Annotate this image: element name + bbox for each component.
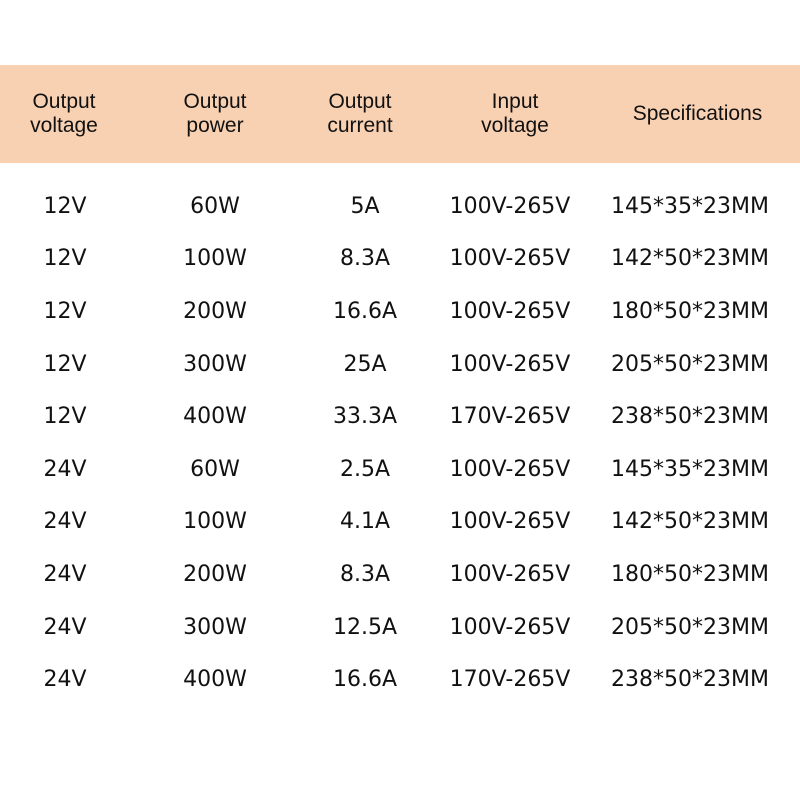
cell-input-voltage: 100V-265V bbox=[449, 351, 571, 377]
cell-output-power: 300W bbox=[183, 614, 247, 640]
cell-output-power: 300W bbox=[183, 351, 247, 377]
cell-output-power: 60W bbox=[190, 193, 240, 219]
table-row bbox=[0, 285, 800, 338]
cell-output-current: 33.3A bbox=[332, 404, 398, 430]
cell-input-voltage: 100V-265V bbox=[449, 509, 571, 535]
cell-specifications: 180*50*23MM bbox=[611, 561, 769, 587]
table-row bbox=[0, 338, 800, 391]
cell-output-voltage: 12V bbox=[43, 298, 87, 324]
cell-output-voltage: 24V bbox=[43, 667, 87, 693]
cell-output-current: 25A bbox=[343, 351, 387, 377]
header-line: voltage bbox=[481, 114, 549, 137]
table-body bbox=[0, 180, 800, 706]
cell-output-current: 2.5A bbox=[339, 456, 391, 482]
cell-specifications: 145*35*23MM bbox=[611, 456, 769, 482]
cell-output-power: 100W bbox=[183, 246, 247, 272]
cell-input-voltage: 100V-265V bbox=[449, 246, 571, 272]
cell-output-voltage: 24V bbox=[43, 614, 87, 640]
header-output-current bbox=[285, 65, 435, 163]
cell-output-current: 4.1A bbox=[339, 509, 391, 535]
header-line: current bbox=[327, 114, 393, 137]
cell-specifications: 142*50*23MM bbox=[611, 509, 769, 535]
cell-input-voltage: 100V-265V bbox=[449, 561, 571, 587]
header-output-power bbox=[140, 65, 290, 163]
cell-output-power: 400W bbox=[183, 404, 247, 430]
cell-output-voltage: 24V bbox=[43, 509, 87, 535]
header-line: power bbox=[186, 114, 244, 137]
cell-output-current: 12.5A bbox=[332, 614, 398, 640]
cell-specifications: 238*50*23MM bbox=[611, 667, 769, 693]
cell-input-voltage: 170V-265V bbox=[449, 404, 571, 430]
cell-input-voltage: 100V-265V bbox=[449, 298, 571, 324]
table-row bbox=[0, 180, 800, 233]
table-row bbox=[0, 653, 800, 706]
table-header bbox=[0, 65, 800, 163]
cell-output-voltage: 12V bbox=[43, 404, 87, 430]
cell-output-voltage: 12V bbox=[43, 246, 87, 272]
cell-output-voltage: 24V bbox=[43, 561, 87, 587]
cell-output-voltage: 12V bbox=[43, 193, 87, 219]
header-line: Output bbox=[32, 90, 96, 113]
header-specifications bbox=[600, 65, 795, 163]
cell-specifications: 205*50*23MM bbox=[611, 614, 769, 640]
header-output-voltage bbox=[0, 65, 128, 163]
table-row bbox=[0, 443, 800, 496]
cell-input-voltage: 100V-265V bbox=[449, 456, 571, 482]
cell-output-power: 200W bbox=[183, 561, 247, 587]
cell-specifications: 238*50*23MM bbox=[611, 404, 769, 430]
cell-output-power: 100W bbox=[183, 509, 247, 535]
cell-specifications: 142*50*23MM bbox=[611, 246, 769, 272]
cell-output-voltage: 12V bbox=[43, 351, 87, 377]
cell-input-voltage: 100V-265V bbox=[449, 614, 571, 640]
cell-specifications: 180*50*23MM bbox=[611, 298, 769, 324]
cell-output-voltage: 24V bbox=[43, 456, 87, 482]
cell-specifications: 145*35*23MM bbox=[611, 193, 769, 219]
header-line: Output bbox=[328, 90, 392, 113]
header-line: Output bbox=[183, 90, 247, 113]
cell-input-voltage: 100V-265V bbox=[449, 193, 571, 219]
header-input-voltage bbox=[440, 65, 590, 163]
table-row bbox=[0, 601, 800, 654]
cell-specifications: 205*50*23MM bbox=[611, 351, 769, 377]
cell-input-voltage: 170V-265V bbox=[449, 667, 571, 693]
cell-output-power: 60W bbox=[190, 456, 240, 482]
table-row bbox=[0, 390, 800, 443]
header-line: Input bbox=[491, 90, 539, 113]
table-row bbox=[0, 548, 800, 601]
table-row bbox=[0, 496, 800, 549]
cell-output-current: 16.6A bbox=[332, 667, 398, 693]
cell-output-current: 5A bbox=[350, 193, 380, 219]
cell-output-current: 8.3A bbox=[339, 246, 391, 272]
cell-output-current: 8.3A bbox=[339, 561, 391, 587]
header-line: Specifications bbox=[632, 102, 763, 125]
header-line: voltage bbox=[30, 114, 98, 137]
cell-output-current: 16.6A bbox=[332, 298, 398, 324]
cell-output-power: 400W bbox=[183, 667, 247, 693]
table-row bbox=[0, 233, 800, 286]
cell-output-power: 200W bbox=[183, 298, 247, 324]
